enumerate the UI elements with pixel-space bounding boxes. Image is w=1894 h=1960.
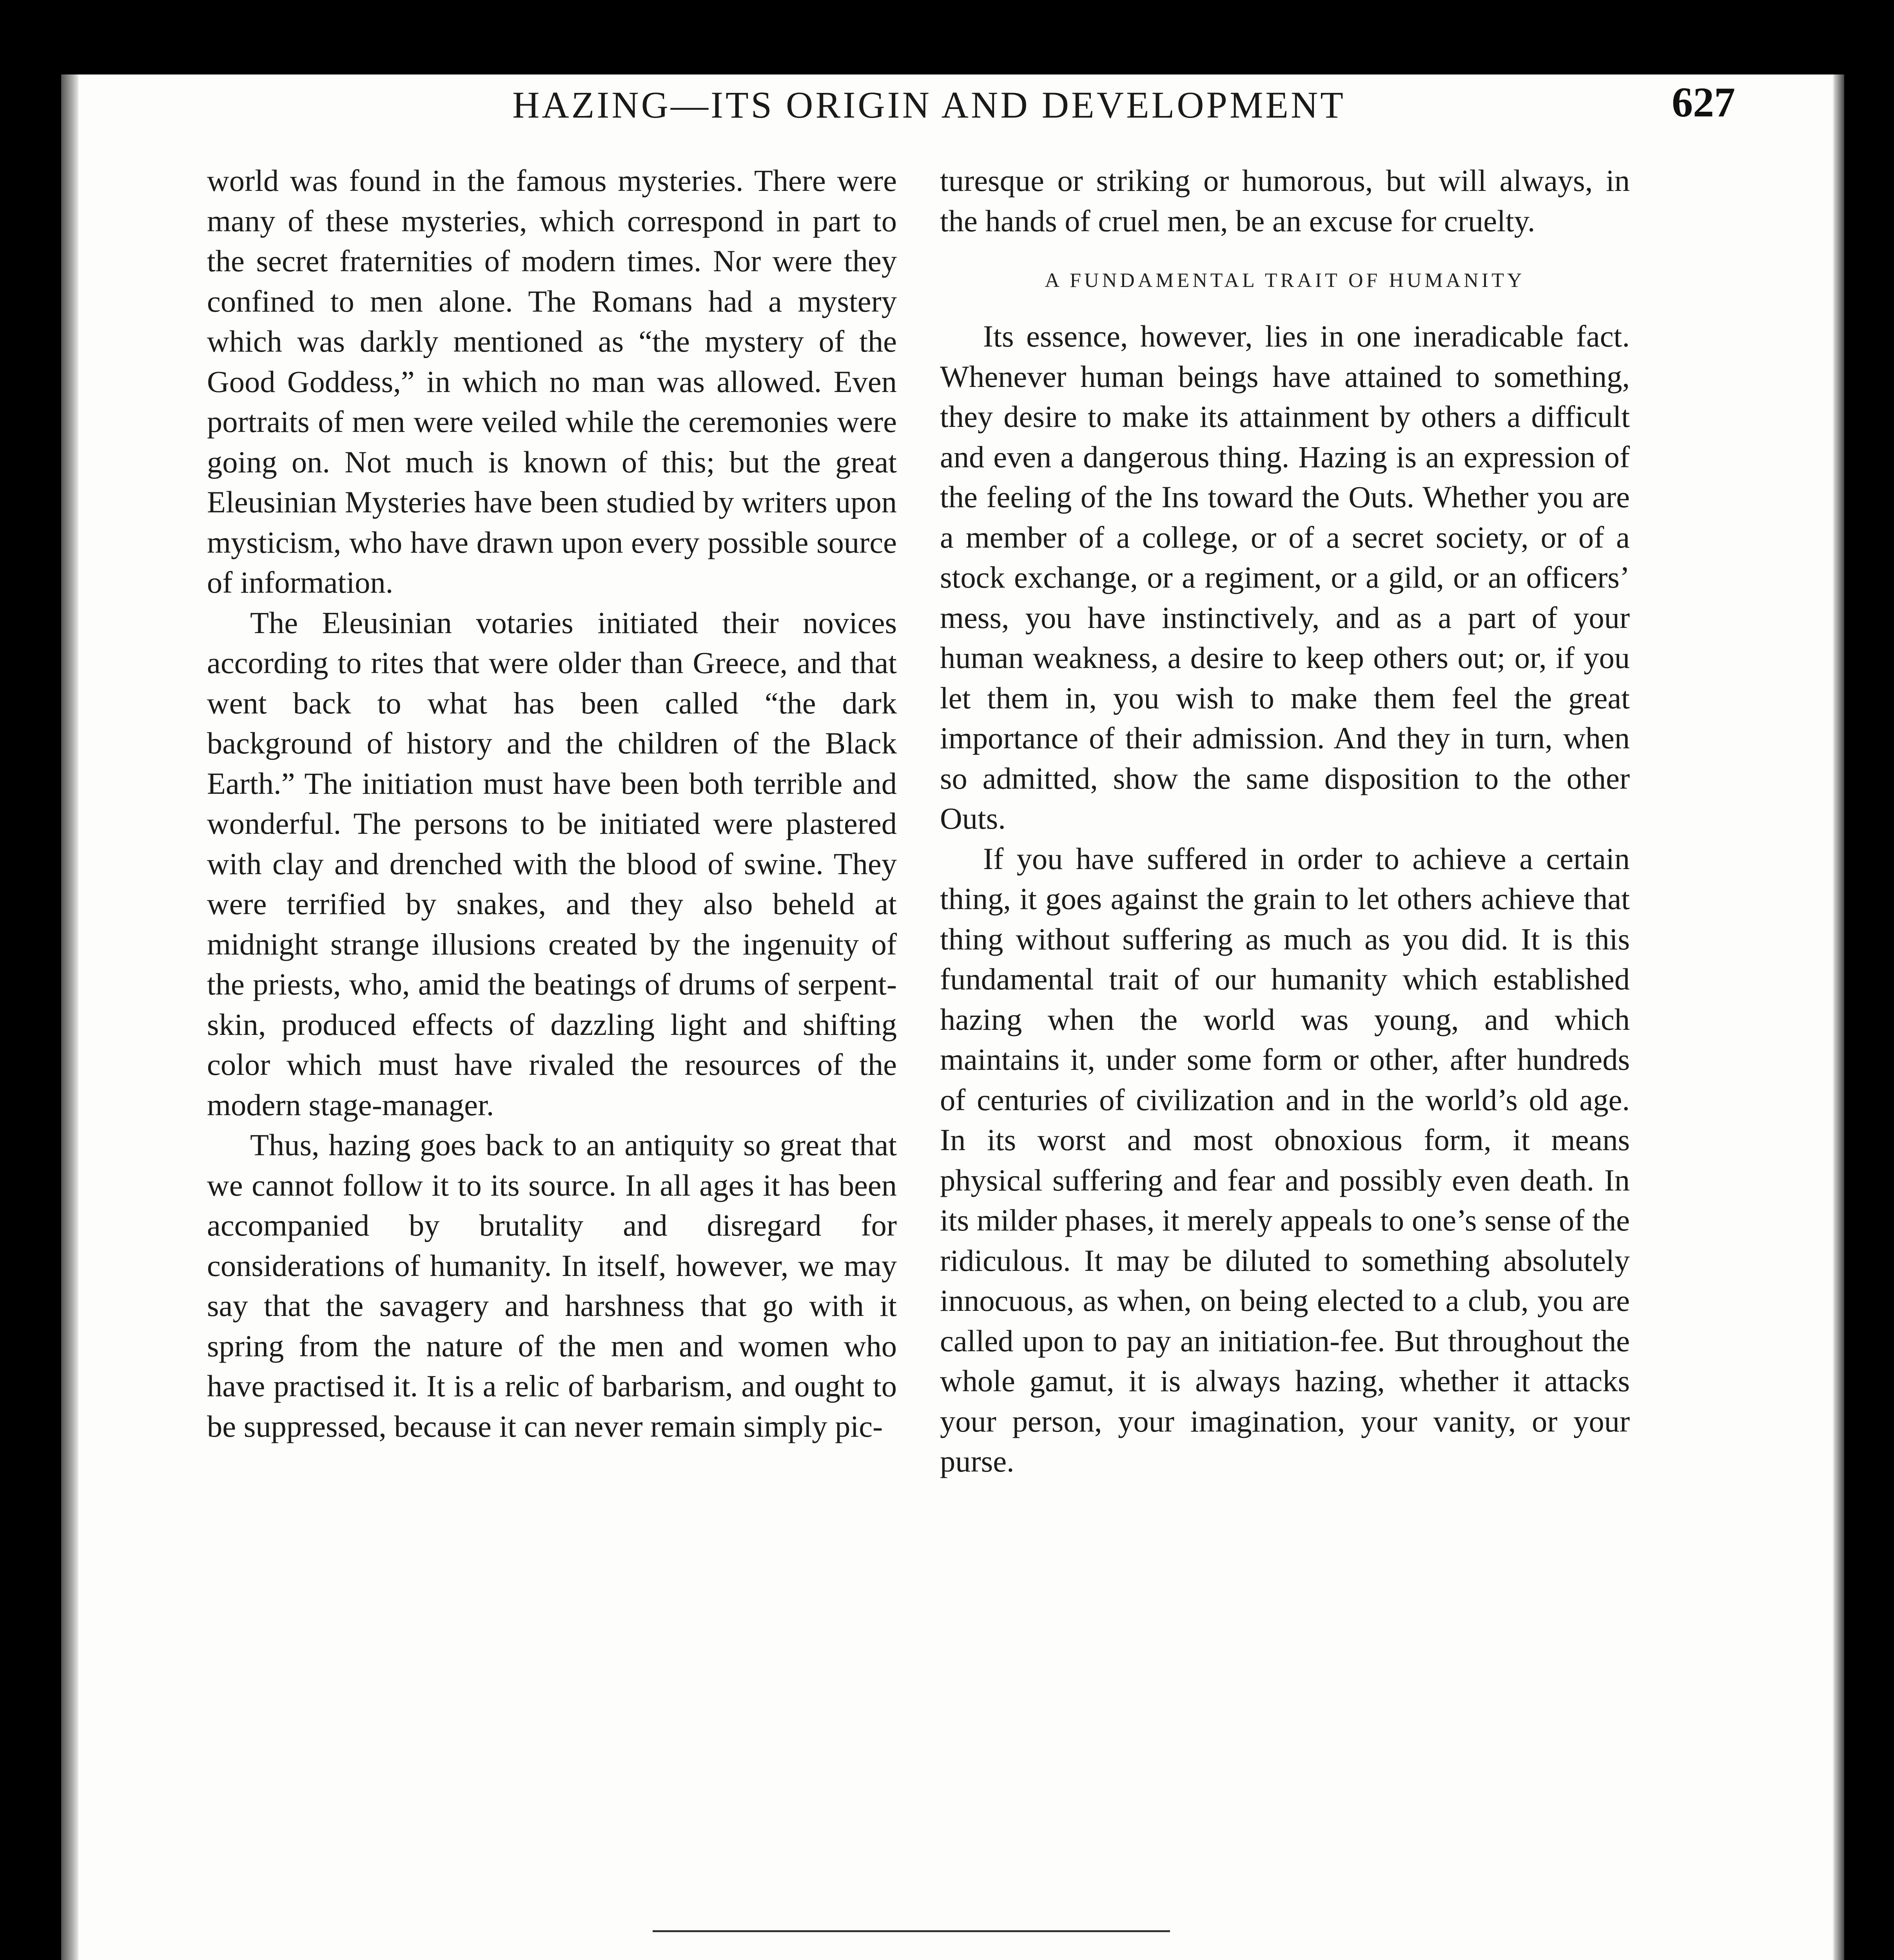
paragraph: If you have suffered in order to achieve a certain thing, it goes against the grain to let others achieve that thing without suffering as much as you did. It is this fundamental trait of our humanity which established hazing when the world was young, and which maintains it, under some form or other, after hundreds of centuries of civilization and in the world’s old age. In its worst and most obnoxious form, it means physical suffering and fear and possibly even death. In its milder phases, it merely appeals to one’s sense of the ridiculous. It may be diluted to something absolutely innocuous, as when, on being elected to a club, you are called upon to pay an initiation-fee. But throughout the whole gamut, it is always hazing, whether it attacks your person, your imagination, your vanity, or your purse.: [940, 841, 1630, 1478]
paragraph-continuation: turesque or striking or humorous, but will always, in the hands of cruel men, be an excuse for cruelty.: [940, 163, 1630, 238]
paragraph: Its essence, however, lies in one ineradicable fact. Whenever human beings have attained to something, they desire to make its attainment by others a difficult and even a dangerous thing. Hazing is an expression of the feeling of the Ins toward the Outs. Whether you are a member of a college, or of a secret society, or of a stock exchange, or a regiment, or a gild, or an officers’ mess, you have instinctively, and as a part of your human weakness, a desire to keep others out; or, if you let them in, you wish to make them feel the great importance of their admission. And they in turn, when so admitted, show the same disposition to the other Outs.: [940, 319, 1630, 835]
running-head: HAZING—ITS ORIGIN AND DEVELOPMENT: [512, 84, 1346, 126]
gutter-shadow: [61, 74, 78, 1960]
left-column: [207, 161, 897, 1446]
paragraph: world was found in the famous mysteries. There were many of these mysteries, which correspond in part to the secret fraternities of modern times. Nor were they confined to men alone. The Romans had a mystery which was darkly mentioned as “the mystery of the Good Goddess,” in which no man was allowed. Even portraits of men were veiled while the ceremonies were going on. Not much is known of this; but the great Eleusinian Mysteries have been studied by writers upon mysticism, who have drawn upon every possible source of information.: [207, 163, 897, 599]
section-subheading: A FUNDAMENTAL TRAIT OF HUMANITY: [1045, 269, 1525, 292]
section-divider: [653, 1930, 1170, 1932]
page-edge-shadow: [1832, 74, 1844, 1960]
right-column: [940, 161, 1630, 1482]
paragraph: Thus, hazing goes back to an antiquity so great that we cannot follow it to its source. In all ages it has been accompanied by brutality and disregard for considerations of humanity. In itself, however, we may say that the savagery and harshness that go with it spring from the nature of the men and women who have practised it. It is a relic of barbarism, and ought to be suppressed, because it can never remain simply pic-: [207, 1128, 897, 1443]
paragraph: The Eleusinian votaries initiated their novices according to rites that were older than Greece, and that went back to what has been called “the dark background of history and the children of the Black Earth.” The initiation must have been both terrible and wonderful. The persons to be initiated were plastered with clay and drenched with the blood of swine. They were terrified by snakes, and they also beheld at midnight strange illusions created by the ingenuity of the priests, who, amid the beatings of drums of serpent-skin, produced effects of dazzling light and shifting color which must have rivaled the resources of the modern stage-manager.: [207, 605, 897, 1122]
page-number: 627: [1672, 79, 1735, 126]
